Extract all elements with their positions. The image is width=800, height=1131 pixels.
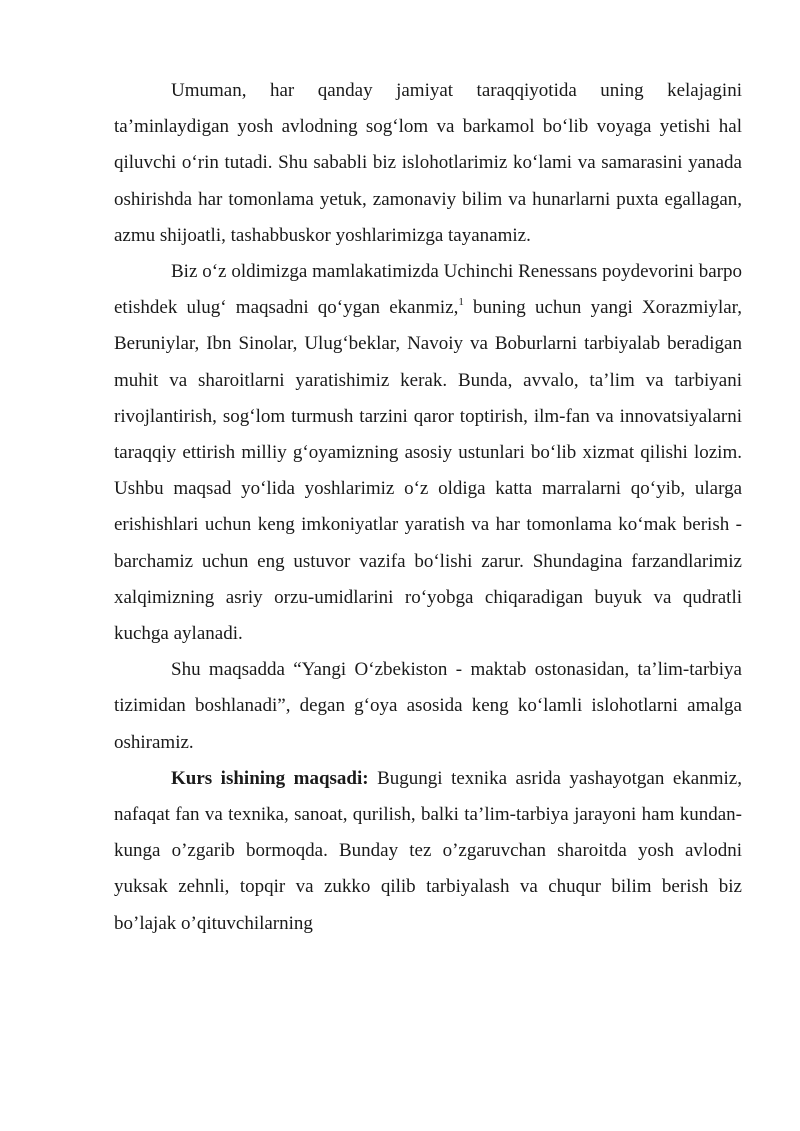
body-text [114, 73, 742, 942]
footnote-marker[interactable]: 1 [458, 295, 464, 308]
paragraph-3-text: Shu maqsadda “Yangi O‘zbekiston - maktab ostonasidan, ta’lim-tarbiya tizimidan boshlanadi”, degan g‘oya asosida keng ko‘lamli islohotlarni amalga oshiramiz. [114, 659, 742, 753]
paragraph-3 [114, 652, 742, 761]
paragraph-2-text-end: buning uchun yangi Xorazmiylar, Beruniylar, Ibn Sinolar, Ulug‘beklar, Navoiy va Boburlarni tarbiyalab beradigan muhit va sharoitlarni yaratishimiz kerak. Bunda, avvalo, ta’lim va tarbiyani rivojlantirish, sog‘lom turmush tarzini qaror toptirish, ilm-fan va innovatsiyalarni taraqqiy ettirish milliy g‘oyamizning asosiy ustunlari bo‘lib xizmat qilishi lozim. Ushbu maqsad yo‘lida yoshlarimiz o‘z oldiga katta marralarni qo‘yib, ularga erishishlari uchun keng imkoniyatlar yaratish va har tomonlama ko‘mak berish - barchamiz uchun eng ustuvor vazifa bo‘lishi zarur. Shundagina farzandlarimiz xalqimizning asriy orzu-umidlarini ro‘yobga chiqaradigan buyuk va qudratli kuchga aylanadi. [114, 297, 742, 645]
paragraph-4-text: Bugungi texnika asrida yashayotgan ekanmiz, nafaqat fan va texnika, sanoat, qurilish, balki ta’lim-tarbiya jarayoni ham kundan-kunga o’zgarib bormoqda. Bunday tez o’zgaruvchan sharoitda yosh avlodni yuksak zehnli, topqir va zukko qilib tarbiyalash va chuqur bilim berish biz bo’lajak o’qituvchilarning [114, 767, 742, 934]
paragraph-2 [114, 254, 742, 652]
paragraph-1-text: Umuman, har qanday jamiyat taraqqiyotida uning kelajagini ta’minlaydigan yosh avlodning sog‘lom va barkamol bo‘lib voyaga yetishi hal qiluvchi o‘rin tutadi. Shu sababli biz islohotlarimiz ko‘lami va samarasini yanada oshirishda har tomonlama yetuk, zamonaviy bilim va hunarlarni puxta egallagan, azmu shijoatli, tashabbuskor yoshlarimizga tayanamiz. [114, 80, 742, 246]
paragraph-4-heading: Kurs ishining maqsadi: [171, 767, 369, 789]
paragraph-4 [114, 761, 742, 942]
paragraph-2-text-start: Biz o‘z oldimizga mamlakatimizda Uchinchi Renessans poydevorini barpo etishdek ulug‘ maqsadni qo‘ygan ekanmiz, [114, 261, 742, 319]
paragraph-1 [114, 73, 742, 254]
